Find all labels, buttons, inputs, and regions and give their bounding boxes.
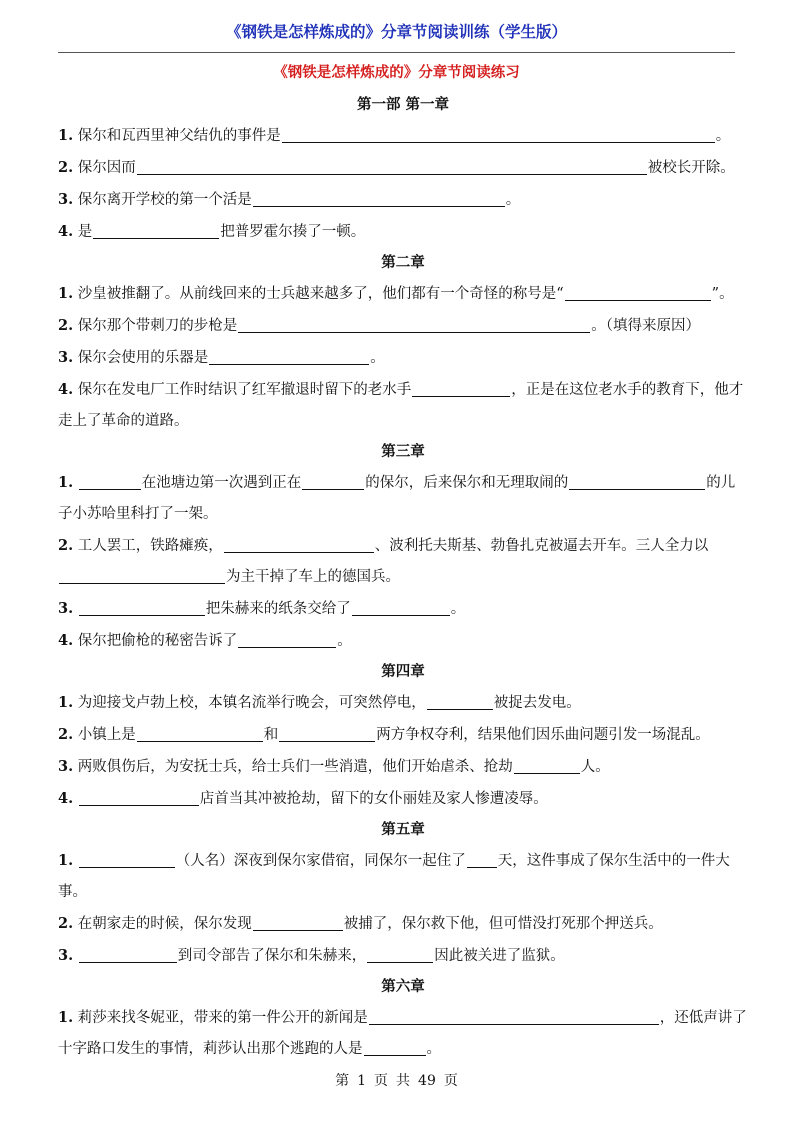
question-text: 。 <box>715 128 731 144</box>
question-item <box>58 152 748 184</box>
question-item <box>58 216 748 248</box>
answer-blank[interactable] <box>427 692 493 710</box>
question-text: 被捕了，保尔救下他，但可惜没打死那个押送兵。 <box>343 916 663 932</box>
answer-blank[interactable] <box>282 125 715 143</box>
question-number: 4. <box>58 223 74 240</box>
question-item <box>58 310 748 342</box>
question-number: 3. <box>58 947 74 964</box>
footer-total-label: 共 <box>396 1073 411 1089</box>
answer-blank[interactable] <box>565 283 711 301</box>
question-text: 人。 <box>580 759 610 775</box>
answer-blank[interactable] <box>137 157 647 175</box>
question-number: 3. <box>58 191 74 208</box>
question-number: 4. <box>58 790 74 807</box>
question-item <box>58 908 748 940</box>
question-item <box>58 940 748 972</box>
page-header <box>58 18 735 53</box>
question-number: 2. <box>58 317 74 334</box>
answer-blank[interactable] <box>79 850 175 868</box>
answer-blank[interactable] <box>364 1038 426 1056</box>
question-text: 的儿子小苏哈里科打了一架。 <box>58 475 736 522</box>
document-title: 《钢铁是怎样炼成的》分章节阅读练习 <box>273 65 520 81</box>
answer-blank[interactable] <box>79 945 177 963</box>
answer-blank[interactable] <box>253 189 505 207</box>
question-number: 1. <box>58 474 74 491</box>
answer-blank[interactable] <box>93 221 219 239</box>
answer-blank[interactable] <box>412 379 510 397</box>
question-item <box>58 751 748 783</box>
question-text: 保尔和瓦西里神父结仇的事件是 <box>77 128 281 144</box>
question-item <box>58 845 748 908</box>
answer-blank[interactable] <box>209 347 369 365</box>
question-number: 2. <box>58 159 74 176</box>
answer-blank[interactable] <box>59 566 225 584</box>
question-text: 在朝家走的时候，保尔发现 <box>77 916 252 932</box>
footer-page-label: 第 <box>335 1073 350 1089</box>
question-text: 。 <box>337 633 352 649</box>
section-heading: 第二章 <box>381 255 425 271</box>
question-text: 保尔那个带刺刀的步枪是 <box>77 318 238 334</box>
question-text: 。 <box>450 601 466 617</box>
question-text: ，正是在这位老水手的教育下，他才走上了革命的道路。 <box>58 382 744 429</box>
answer-blank[interactable] <box>137 724 263 742</box>
question-item <box>58 593 748 625</box>
question-number: 3. <box>58 758 74 775</box>
question-item <box>58 374 748 437</box>
answer-blank[interactable] <box>302 472 364 490</box>
question-text: （人名）深夜到保尔家借宿，同保尔一起住了 <box>175 853 466 869</box>
question-text: 被捉去发电。 <box>493 695 581 711</box>
question-text: 莉莎来找冬妮亚，带来的第一件公开的新闻是 <box>77 1010 368 1026</box>
question-text: 的保尔，后来保尔和无理取闹的 <box>365 475 569 491</box>
question-text: 为迎接戈卢勃上校，本镇名流举行晚会，可突然停电， <box>77 695 426 711</box>
section-heading: 第三章 <box>381 444 425 460</box>
answer-blank[interactable] <box>352 598 450 616</box>
question-number: 1. <box>58 127 74 144</box>
question-text: 被校长开除。 <box>647 160 735 176</box>
question-text: 把普罗霍尔揍了一顿。 <box>220 224 366 240</box>
question-text: 两方争权夺利，结果他们因乐曲问题引发一场混乱。 <box>376 727 710 743</box>
answer-blank[interactable] <box>253 913 343 931</box>
answer-blank[interactable] <box>238 315 590 333</box>
question-text: ，还低声讲了十字路口发生的事情，莉莎认出那个逃跑的人是 <box>58 1010 747 1057</box>
footer-total-number: 49 <box>418 1073 436 1089</box>
question-text: 到司令部告了保尔和朱赫来， <box>177 948 367 964</box>
question-item <box>58 1002 748 1065</box>
header-title: 《钢铁是怎样炼成的》分章节阅读训练（学生版） <box>225 23 567 41</box>
footer-total-unit: 页 <box>443 1073 458 1089</box>
question-number: 2. <box>58 726 74 743</box>
question-text: 把朱赫来的纸条交给了 <box>205 601 351 617</box>
question-text: 为主干掉了车上的德国兵。 <box>226 569 400 585</box>
answer-blank[interactable] <box>279 724 375 742</box>
answer-blank[interactable] <box>467 850 497 868</box>
question-text: 店首当其冲被抢劫，留下的女仆丽娃及家人惨遭凌辱。 <box>199 791 548 807</box>
section-heading: 第五章 <box>381 822 425 838</box>
question-item <box>58 783 748 815</box>
question-number: 3. <box>58 600 74 617</box>
section-heading: 第六章 <box>381 979 425 995</box>
answer-blank[interactable] <box>569 472 705 490</box>
question-text: 和 <box>263 727 279 743</box>
question-text: 在池塘边第一次遇到正在 <box>141 475 302 491</box>
question-number: 1. <box>58 1009 74 1026</box>
question-number: 1. <box>58 285 74 302</box>
question-text: 天，这件事成了保尔生活中的一件大事。 <box>58 853 730 900</box>
question-text: 。 <box>426 1041 441 1057</box>
question-text: 保尔把偷枪的秘密告诉了 <box>77 633 238 649</box>
question-text: 。（填得来原因） <box>591 318 700 334</box>
question-number: 4. <box>58 381 74 398</box>
question-text: 、波利托夫斯基、勃鲁扎克被逼去开车。三人全力以 <box>374 538 709 554</box>
question-text: 保尔离开学校的第一个活是 <box>77 192 252 208</box>
question-item <box>58 687 748 719</box>
question-item <box>58 184 748 216</box>
question-text: 是 <box>77 224 93 240</box>
answer-blank[interactable] <box>367 945 433 963</box>
question-text: 两败俱伤后，为安抚士兵，给士兵们一些消遣，他们开始虐杀、抢劫 <box>77 759 513 775</box>
question-number: 2. <box>58 537 74 554</box>
question-item <box>58 467 748 530</box>
question-item <box>58 342 748 374</box>
question-item <box>58 278 748 310</box>
question-text: 。 <box>505 192 521 208</box>
question-number: 4. <box>58 632 74 649</box>
question-number: 2. <box>58 915 74 932</box>
question-content <box>58 90 748 1065</box>
question-text: 保尔会使用的乐器是 <box>77 350 209 366</box>
page-footer <box>0 1070 793 1090</box>
question-text: ”。 <box>711 286 734 302</box>
question-item <box>58 719 748 751</box>
section-heading: 第四章 <box>381 664 425 680</box>
question-number: 3. <box>58 349 74 366</box>
question-text: 保尔在发电厂工作时结识了红军撤退时留下的老水手 <box>77 382 412 398</box>
section-heading: 第一部 第一章 <box>356 97 450 113</box>
answer-blank[interactable] <box>79 788 199 806</box>
question-item <box>58 120 748 152</box>
question-number: 1. <box>58 694 74 711</box>
answer-blank[interactable] <box>79 472 141 490</box>
question-text: 小镇上是 <box>77 727 136 743</box>
answer-blank[interactable] <box>224 535 374 553</box>
question-text: 沙皇被推翻了。从前线回来的士兵越来越多了，他们都有一个奇怪的称号是“ <box>77 286 564 302</box>
answer-blank[interactable] <box>369 1007 659 1025</box>
question-item <box>58 530 748 593</box>
footer-page-number: 1 <box>357 1073 367 1089</box>
question-text: 。 <box>370 350 385 366</box>
answer-blank[interactable] <box>514 756 580 774</box>
question-text: 因此被关进了监狱。 <box>434 948 565 964</box>
footer-page-unit: 页 <box>374 1073 389 1089</box>
answer-blank[interactable] <box>238 630 336 648</box>
question-text: 工人罢工，铁路瘫痪， <box>77 538 223 554</box>
answer-blank[interactable] <box>79 598 205 616</box>
question-text: 保尔因而 <box>77 160 136 176</box>
question-number: 1. <box>58 852 74 869</box>
question-item <box>58 625 748 657</box>
